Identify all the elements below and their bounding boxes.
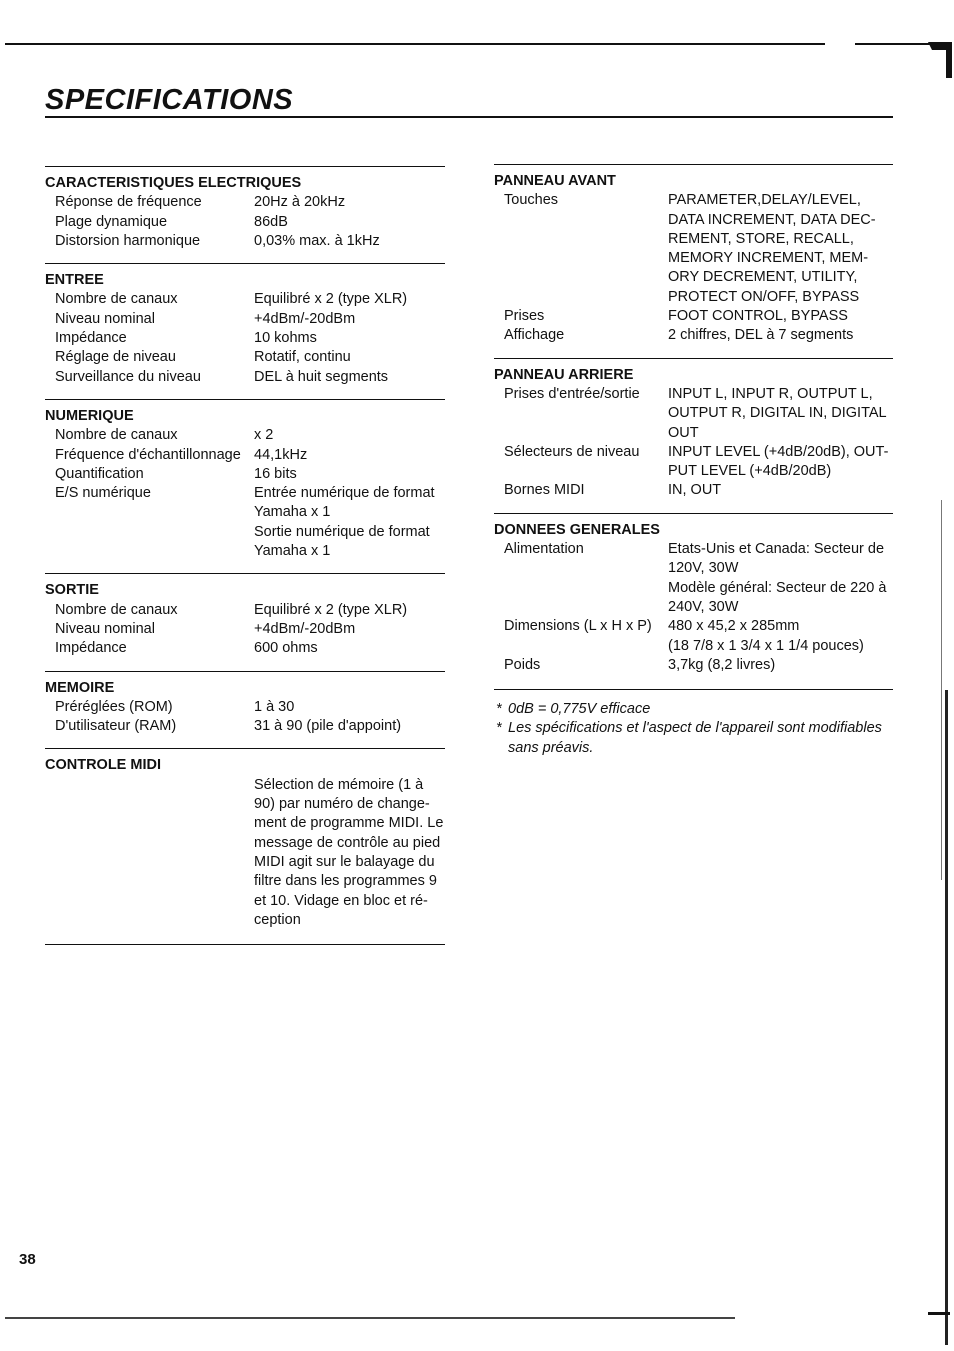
spec-row (45, 639, 445, 658)
top-rule (5, 43, 825, 45)
corner-crop-mark (924, 38, 954, 78)
section-title: DONNEES GENERALES (494, 521, 660, 538)
spec-row (45, 213, 445, 232)
spec-row (494, 191, 893, 307)
spec-row (45, 484, 445, 561)
bottom-corner-mark (928, 1312, 950, 1315)
spec-value: 3,7kg (8,2 livres) (668, 656, 776, 673)
spec-value: 2 chiffres, DEL à 7 segments (668, 327, 854, 344)
spec-row (494, 617, 893, 656)
spec-value: 480 x 45,2 x 285mm (18 7/8 x 1 3/4 x 1 1/4 pouces) (668, 618, 864, 654)
spec-row (45, 717, 445, 736)
footnote (494, 700, 893, 719)
footnote-text: 0dB = 0,775V efficace (508, 701, 651, 718)
spec-label: Impédance (55, 330, 127, 347)
spec-row (45, 290, 445, 309)
spec-row (45, 232, 445, 251)
left-spec-column (45, 166, 445, 945)
section-title: PANNEAU AVANT (494, 173, 616, 189)
spec-label: Nombre de canaux (55, 291, 178, 308)
spec-row (45, 368, 445, 387)
spec-value: 600 ohms (254, 640, 318, 657)
spec-row (494, 385, 893, 443)
spec-row (45, 329, 445, 348)
spec-label: Niveau nominal (55, 310, 155, 327)
spec-label (45, 776, 254, 930)
spec-section (45, 166, 445, 263)
spec-value: 1 à 30 (254, 698, 295, 715)
spec-row (494, 443, 893, 482)
spec-section (45, 671, 445, 749)
spec-label: D'utilisateur (RAM) (55, 718, 177, 735)
spec-value: 10 kohms (254, 330, 317, 347)
footnote-marker: * (496, 701, 502, 718)
spec-row (494, 326, 893, 345)
section-title: SORTIE (45, 582, 99, 599)
spec-row (45, 601, 445, 620)
right-spec-column (494, 164, 893, 758)
spec-row (45, 698, 445, 717)
spec-label: Préréglées (ROM) (55, 698, 173, 715)
spec-label: Bornes MIDI (504, 482, 585, 499)
spec-row (45, 620, 445, 639)
spec-value: Equilibré x 2 (type XLR) (254, 601, 408, 618)
spec-value: Sélection de mémoire (1 à 90) par numéro de change- ment de programme MIDI. Le message de contrôle au pied MIDI agit sur le balayage du filtre dans les programmes 9 et 10. Vidage en bloc et ré- ception (254, 776, 444, 928)
page-number: 38 (19, 1251, 36, 1268)
spec-label: Surveillance du niveau (55, 368, 201, 385)
spec-value: 31 à 90 (pile d'appoint) (254, 718, 402, 735)
spec-row (45, 193, 445, 212)
spec-section (45, 748, 445, 945)
section-title: PANNEAU ARRIERE (494, 366, 634, 383)
spec-value: +4dBm/-20dBm (254, 620, 356, 637)
spec-value: IN, OUT (668, 482, 722, 499)
page-title: SPECIFICATIONS (45, 84, 294, 116)
spec-label: Réglage de niveau (55, 349, 176, 366)
spec-section (45, 399, 445, 573)
spec-value: INPUT L, INPUT R, OUTPUT L, OUTPUT R, DIGITAL IN, DIGITAL OUT (668, 385, 887, 441)
spec-label: Nombre de canaux (55, 427, 178, 444)
spec-label: Touches (504, 192, 559, 209)
spec-value: FOOT CONTROL, BYPASS (668, 308, 848, 325)
spec-label: Sélecteurs de niveau (504, 443, 640, 460)
spec-label: Quantification (55, 465, 144, 482)
spec-label: Affichage (504, 327, 565, 344)
spec-value: x 2 (254, 427, 274, 444)
spec-label: Plage dynamique (55, 213, 168, 230)
spec-row (45, 446, 445, 465)
section-title: CONTROLE MIDI (45, 757, 161, 774)
spec-label: E/S numérique (55, 485, 151, 502)
spec-label: Prises (504, 308, 545, 325)
spec-section (45, 573, 445, 670)
spec-section (45, 263, 445, 399)
spec-row (45, 465, 445, 484)
spec-label: Réponse de fréquence (55, 194, 202, 211)
spec-label: Fréquence d'échantillonnage (55, 446, 241, 463)
section-title: NUMERIQUE (45, 407, 134, 424)
spec-label: Alimentation (504, 541, 584, 558)
spec-value: Equilibré x 2 (type XLR) (254, 291, 408, 308)
section-title: MEMOIRE (45, 679, 115, 696)
spec-value: 86dB (254, 213, 288, 230)
spec-value: PARAMETER,DELAY/LEVEL, DATA INCREMENT, DATA DEC- REMENT, STORE, RECALL, MEMORY INCREMENT, MEM- ORY DECREMENT, UTILITY, PROTECT ON/OFF, BYPASS (668, 192, 876, 305)
spec-label: Nombre de canaux (55, 601, 178, 618)
spec-value: 16 bits (254, 465, 297, 482)
scan-edge-bar (945, 690, 948, 1345)
spec-row (45, 776, 445, 930)
spec-value: 20Hz à 20kHz (254, 194, 346, 211)
spec-row (494, 540, 893, 617)
spec-label: Impédance (55, 640, 127, 657)
spec-label: Niveau nominal (55, 620, 155, 637)
spec-value: Entrée numérique de format Yamaha x 1 Sortie numérique de format Yamaha x 1 (254, 485, 435, 560)
spec-value: +4dBm/-20dBm (254, 310, 356, 327)
spec-label: Dimensions (L x H x P) (504, 618, 652, 635)
spec-label: Distorsion harmonique (55, 232, 201, 249)
spec-row (494, 307, 893, 326)
spec-row (494, 656, 893, 675)
spec-value: Rotatif, continu (254, 349, 351, 366)
spec-section (494, 513, 893, 690)
spec-label: Prises d'entrée/sortie (504, 385, 640, 402)
spec-value: 44,1kHz (254, 446, 308, 463)
spec-row (45, 310, 445, 329)
spec-row (45, 426, 445, 445)
footnote (494, 719, 893, 758)
footnote-marker: * (496, 720, 502, 737)
spec-row (494, 481, 893, 500)
spec-section (494, 164, 893, 358)
spec-value: DEL à huit segments (254, 368, 389, 385)
spec-section (494, 358, 893, 513)
spec-value: Etats-Unis et Canada: Secteur de 120V, 30W Modèle général: Secteur de 220 à 240V, 30W (668, 541, 887, 615)
section-title: CARACTERISTIQUES ELECTRIQUES (45, 175, 302, 191)
spec-row (45, 348, 445, 367)
scan-edge-line (941, 500, 942, 880)
spec-value: 0,03% max. à 1kHz (254, 232, 380, 249)
spec-value: INPUT LEVEL (+4dB/20dB), OUT- PUT LEVEL (+4dB/20dB) (668, 443, 889, 480)
footnotes (494, 700, 893, 758)
footnote-text: Les spécifications et l'aspect de l'appareil sont modifiables sans préavis. (508, 720, 882, 756)
section-title: ENTREE (45, 272, 104, 289)
bottom-rule (5, 1317, 735, 1319)
spec-label: Poids (504, 656, 541, 673)
